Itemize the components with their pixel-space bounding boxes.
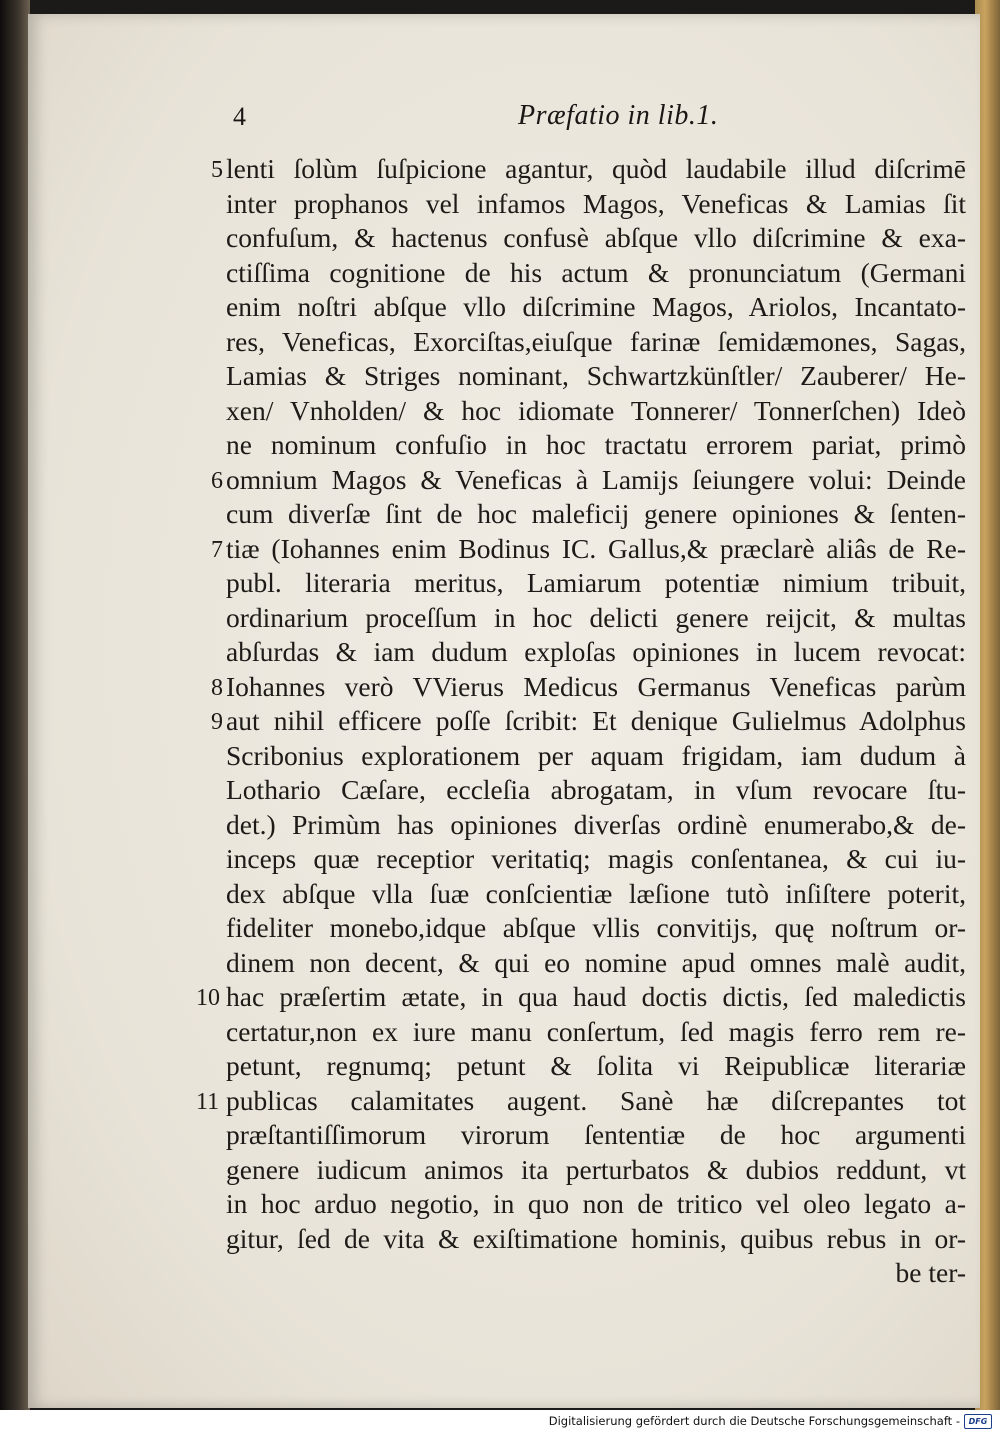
line-text: aut nihil efficere poſſe ſcribit: Et denique Gulielmus Adolphus: [226, 705, 966, 736]
text-line: [226, 739, 966, 774]
funding-credit: Digitalisierung gefördert durch die Deutsche Forschungsgemeinschaft -: [548, 1414, 960, 1428]
line-text: hac præſertim ætate, in qua haud doctis dictis, ſed maledictis: [226, 981, 966, 1012]
line-text: Lamias & Striges nominant, Schwartzkünſtler/ Zauberer/ He-: [226, 360, 966, 391]
line-text: det.) Primùm has opiniones diverſas ordinè enumerabo,& de-: [226, 808, 966, 840]
line-text: dex abſque vlla ſuæ conſcientiæ læſione tutò inſiſtere poterit,: [226, 877, 966, 909]
text-line: [226, 1187, 966, 1222]
running-head: Præfatio in lib.1.: [518, 100, 719, 131]
text-line: [226, 1049, 966, 1084]
line-text: dinem non decent, & qui eo nomine apud omnes malè audit,: [226, 946, 966, 978]
text-line: [226, 566, 966, 601]
text-line: [226, 497, 966, 532]
book-spine: [0, 0, 30, 1410]
text-line: [226, 325, 966, 360]
text-line: [226, 394, 966, 429]
text-line: [226, 635, 966, 670]
text-line: [211, 704, 966, 739]
line-text: petunt, regnumq; petunt & ſolita vi Reipublicæ literariæ: [226, 1050, 966, 1081]
text-line: [226, 359, 966, 394]
line-text: præſtantiſſimorum virorum ſententiæ de hoc argumenti: [226, 1119, 966, 1150]
line-text: ne nominum confuſio in hoc tractatu errorem pariat, primò: [226, 429, 966, 460]
text-line: [226, 1015, 966, 1050]
line-text: tiæ (Iohannes enim Bodinus IC. Gallus,& præclarè aliâs de Re-: [226, 532, 966, 564]
text-line: [226, 1256, 966, 1291]
marginal-number: 10: [196, 985, 220, 1011]
line-text: genere iudicum animos ita perturbatos & dubios reddunt, vt: [226, 1153, 966, 1185]
line-text: Lothario Cæſare, eccleſia abrogatam, in vſum revocare ſtu-: [226, 774, 966, 805]
marginal-number: 8: [211, 674, 223, 701]
text-line: [226, 1222, 966, 1257]
line-text: inter prophanos vel infamos Magos, Veneficas & Lamias ſit: [226, 187, 966, 219]
line-text: gitur, ſed de vita & exiſtimatione hominis, quibus rebus in or-: [226, 1222, 966, 1254]
page-number: 4: [233, 102, 246, 131]
text-line: [211, 152, 966, 187]
line-text: inceps quæ receptior veritatiq; magis conſentanea, & cui iu-: [226, 843, 966, 874]
line-text: ctiſſima cognitione de his actum & pronunciatum (Germani: [226, 256, 966, 288]
text-line: [211, 463, 966, 498]
book-page: [28, 14, 980, 1408]
line-text: publicas calamitates augent. Sanè hæ diſcrepantes tot: [226, 1084, 966, 1116]
line-text: enim noſtri abſque vllo diſcrimine Magos, Ariolos, Incantato-: [226, 291, 966, 322]
line-text: ordinarium proceſſum in hoc delicti genere reijcit, & multas: [226, 601, 966, 633]
line-text: abſurdas & iam dudum exploſas opiniones in lucem revocat:: [226, 636, 966, 667]
line-text: omnium Magos & Veneficas à Lamijs ſeiungere volui: Deinde: [226, 463, 966, 495]
text-line: [226, 911, 966, 946]
line-text: xen/ Vnholden/ & hoc idiomate Tonnerer/ Tonnerſchen) Ideò: [226, 394, 966, 426]
marginal-number: 11: [196, 1088, 220, 1115]
text-line: [211, 670, 966, 705]
marginal-number: 9: [211, 709, 223, 735]
text-line: [226, 877, 966, 912]
marginal-number: 7: [211, 536, 223, 563]
line-text: publ. literaria meritus, Lamiarum potentiæ nimium tribuit,: [226, 567, 966, 598]
text-line: [226, 1118, 966, 1153]
marginal-number: 5: [211, 157, 223, 183]
text-line: [226, 290, 966, 325]
line-text: confuſum, & hactenus confusè abſque vllo diſcrimine & exa-: [226, 222, 966, 253]
line-text: certatur,non ex iure manu conſertum, ſed magis ferro rem re-: [226, 1015, 966, 1047]
footer-bar: [0, 1410, 1000, 1432]
text-line: [211, 532, 966, 567]
dfg-logo: DFG: [964, 1414, 992, 1429]
body-text: [196, 152, 966, 1291]
text-line: [226, 187, 966, 222]
text-line: [196, 1084, 966, 1119]
text-line: [226, 773, 966, 808]
text-line: [226, 1153, 966, 1188]
text-line: [226, 808, 966, 843]
marginal-number: 6: [211, 467, 223, 494]
line-text: fideliter monebo,idque abſque vllis convitijs, quę noſtrum or-: [226, 912, 966, 943]
text-line: [226, 946, 966, 981]
text-line: [226, 428, 966, 463]
line-text: Scribonius explorationem per aquam frigidam, iam dudum à: [226, 739, 966, 771]
line-text: be ter-: [895, 1257, 966, 1288]
text-line: [226, 256, 966, 291]
line-text: cum diverſæ ſint de hoc maleficij genere opiniones & ſenten-: [226, 498, 966, 529]
line-text: in hoc arduo negotio, in quo non de tritico vel oleo legato a-: [226, 1188, 966, 1219]
line-text: Iohannes verò VVierus Medicus Germanus Veneficas parùm: [226, 670, 966, 702]
page-header: [28, 102, 980, 142]
text-line: [196, 980, 966, 1015]
line-text: res, Veneficas, Exorciſtas,eiuſque farinæ ſemidæmones, Sagas,: [226, 325, 966, 357]
line-text: lenti ſolùm ſuſpicione agantur, quòd laudabile illud diſcrimē: [226, 153, 966, 184]
text-line: [226, 842, 966, 877]
text-line: [226, 601, 966, 636]
text-line: [226, 221, 966, 256]
